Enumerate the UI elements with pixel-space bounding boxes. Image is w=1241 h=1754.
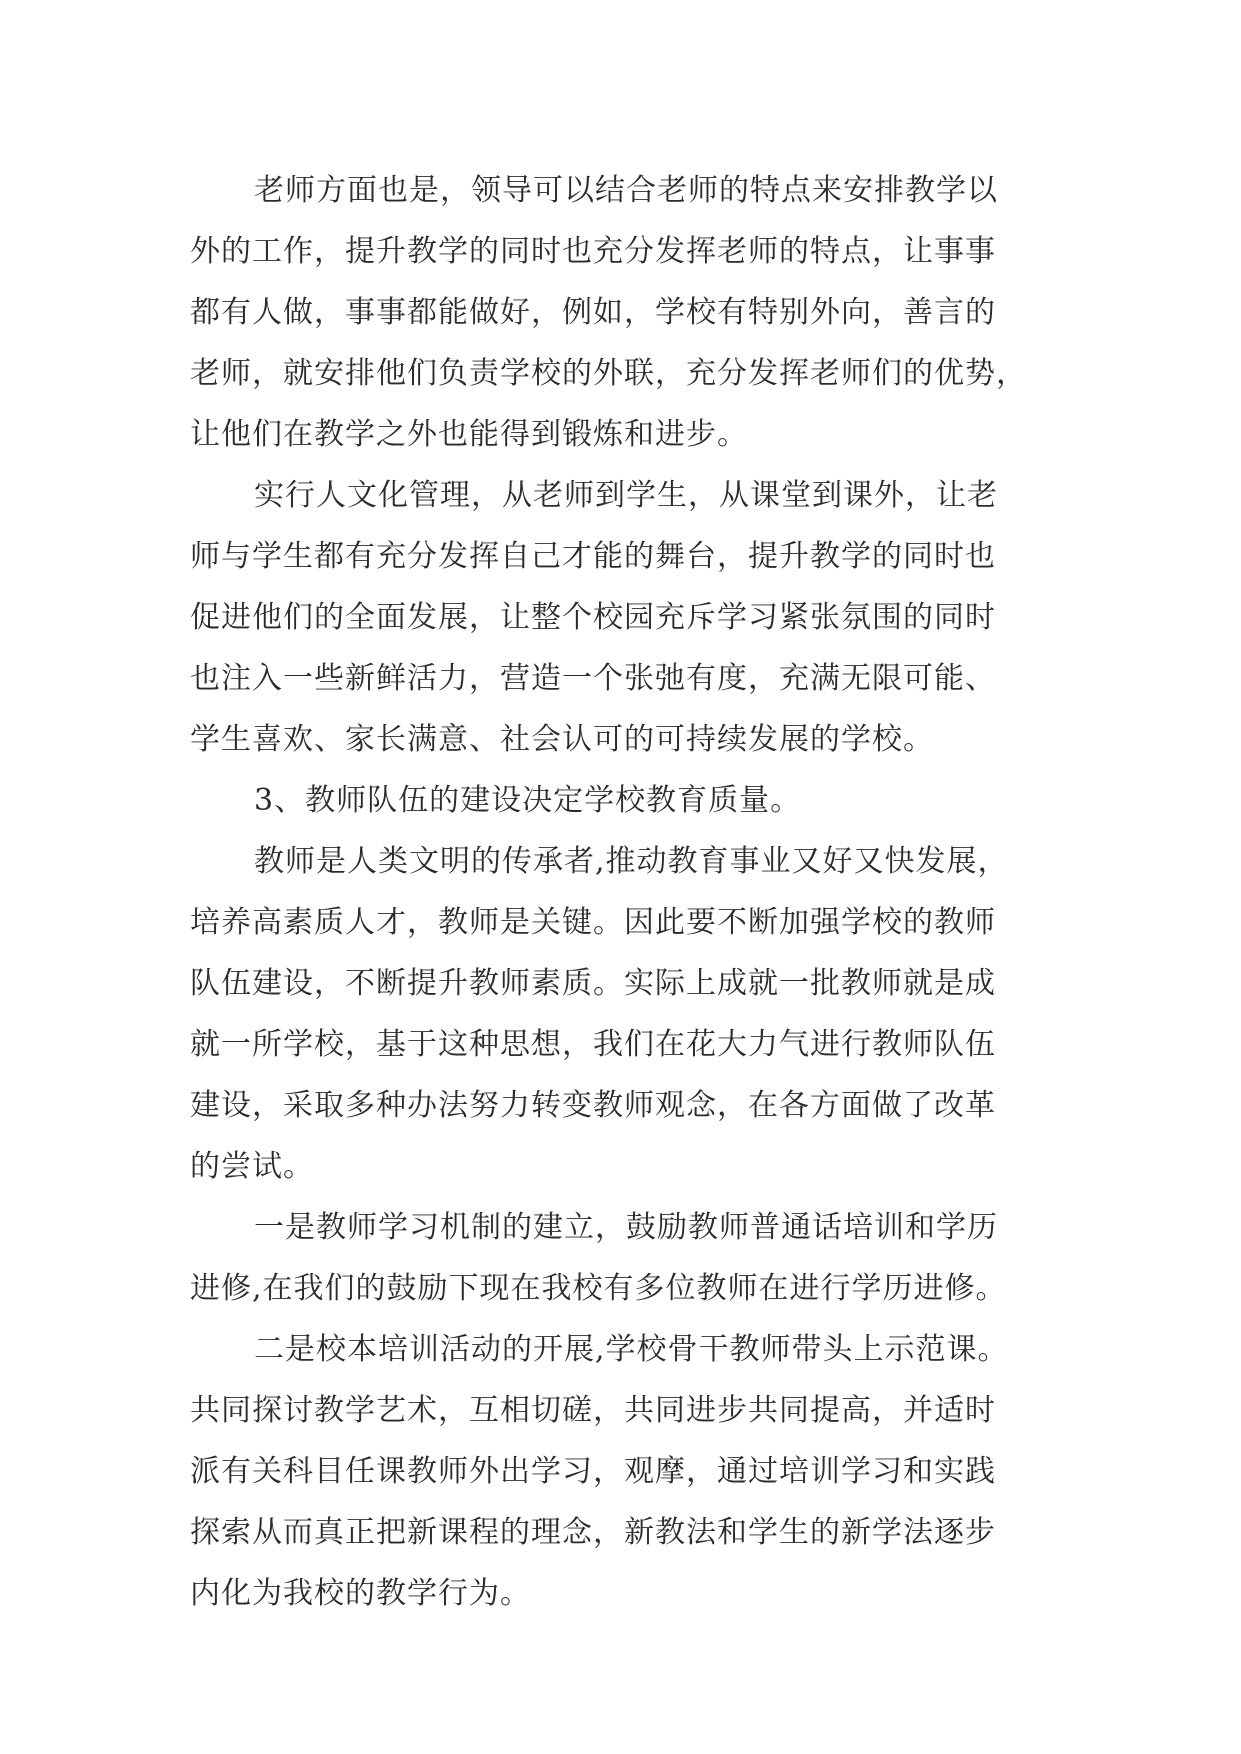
paragraph-line: 进修,在我们的鼓励下现在我校有多位教师在进行学历进修。	[190, 1271, 1007, 1306]
paragraph-line: 队伍建设，不断提升教师素质。实际上成就一批教师就是成	[190, 966, 996, 1001]
paragraph-line: 一是教师学习机制的建立，鼓励教师普通话培训和学历	[254, 1210, 998, 1245]
paragraph-line: 派有关科目任课教师外出学习，观摩，通过培训学习和实践	[190, 1454, 996, 1489]
paragraph-line: 都有人做，事事都能做好，例如，学校有特别外向，善言的	[190, 295, 996, 330]
paragraph-line: 的尝试。	[190, 1149, 314, 1184]
document-body	[190, 160, 1060, 1624]
paragraph-line: 老师，就安排他们负责学校的外联，充分发挥老师们的优势，	[190, 356, 1027, 391]
paragraph-line: 老师方面也是，领导可以结合老师的特点来安排教学以	[254, 173, 998, 208]
paragraph-line: 内化为我校的教学行为。	[190, 1576, 531, 1611]
paragraph-line: 也注入一些新鲜活力，营造一个张弛有度，充满无限可能、	[190, 661, 996, 696]
paragraph-line: 共同探讨教学艺术，互相切磋，共同进步共同提高，并适时	[190, 1393, 996, 1428]
paragraph-line: 探索从而真正把新课程的理念，新教法和学生的新学法逐步	[190, 1515, 996, 1550]
paragraph-line: 培养高素质人才，教师是关键。因此要不断加强学校的教师	[190, 905, 996, 940]
paragraph-line: 促进他们的全面发展，让整个校园充斥学习紧张氛围的同时	[190, 600, 996, 635]
paragraph-line: 外的工作，提升教学的同时也充分发挥老师的特点，让事事	[190, 234, 996, 269]
paragraph-line: 学生喜欢、家长满意、社会认可的可持续发展的学校。	[190, 722, 934, 757]
section-heading: 3、教师队伍的建设决定学校教育质量。	[254, 783, 802, 818]
paragraph-line: 二是校本培训活动的开展,学校骨干教师带头上示范课。	[254, 1332, 1009, 1367]
paragraph-line: 教师是人类文明的传承者,推动教育事业又好又快发展，	[254, 844, 1009, 879]
paragraph-line: 师与学生都有充分发挥自己才能的舞台，提升教学的同时也	[190, 539, 996, 574]
paragraph-line: 建设，采取多种办法努力转变教师观念，在各方面做了改革	[190, 1088, 996, 1123]
paragraph-line: 实行人文化管理，从老师到学生，从课堂到课外，让老	[254, 478, 998, 513]
paragraph-line: 就一所学校，基于这种思想，我们在花大力气进行教师队伍	[190, 1027, 996, 1062]
paragraph-line: 让他们在教学之外也能得到锻炼和进步。	[190, 417, 748, 452]
